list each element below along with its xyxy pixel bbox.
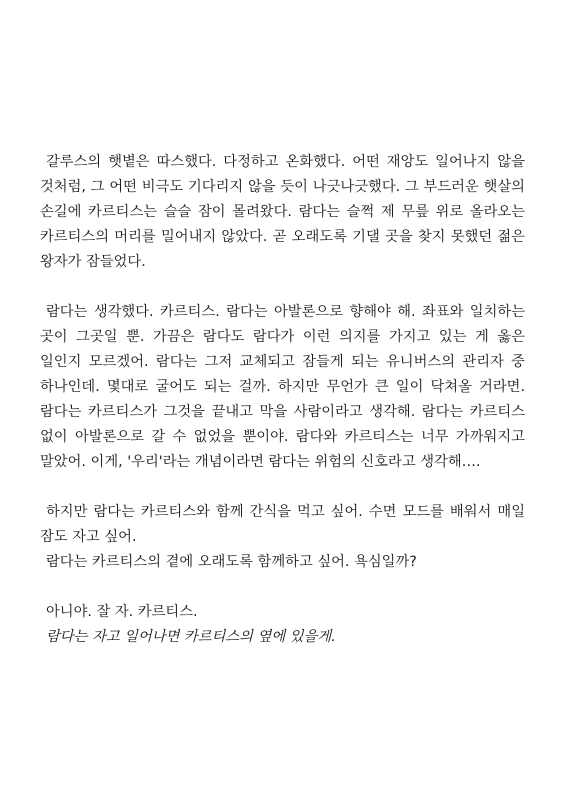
document-page (40, 150, 525, 650)
paragraph-sunlight: 갈루스의 햇볕은 따스했다. 다정하고 온화했다. 어떤 재앙도 일어나지 않을 것처럼, 그 어떤 비극도 기다리지 않을 듯이 나긋나긋했다. 그 부드러운 햇살의 손길에 카르티스는 슬슬 잠이 몰려왔다. 람다는 슬쩍 제 무릎 위로 올라오는 카르티스의 머리를 밀어내지 않았다. 곧 오래도록 기댈 곳을 찾지 못했던 젊은 왕자가 잠들었다. (40, 154, 525, 270)
paragraph-greed: 람다는 카르티스의 곁에 오래도록 함께하고 싶어. 욕심일까? (46, 554, 417, 570)
paragraph-gap (40, 575, 525, 600)
paragraph-gap (40, 275, 525, 300)
paragraph-wishes: 하지만 람다는 카르티스와 함께 간식을 먹고 싶어. 수면 모드를 배워서 매일 잠도 자고 싶어. (40, 504, 525, 545)
paragraph-gap (40, 475, 525, 500)
paragraph-lambda-thoughts: 람다는 생각했다. 카르티스. 람다는 아발론으로 향해야 해. 좌표와 일치하는 곳이 그곳일 뿐. 가끔은 람다도 람다가 이런 의지를 가지고 있는 게 옳은 일인지 모르겠어. 람다는 그저 교체되고 잠들게 되는 유니버스의 관리자 중 하나인데. 몇대로 굴어도 되는 걸까. 하지만 무언가 큰 일이 닥쳐올 거라면. 람다는 카르티스가 그것을 끝내고 막을 사람이라고 생각해. 람다는 카르티스 없이 아발론으로 갈 수 없었을 뿐이야. 람다와 카르티스는 너무 가까워지고 말았어. 이게, '우리'라는 개념이라면 람다는 위험의 신호라고 생각해…. (40, 304, 525, 470)
paragraph-goodnight: 아니야. 잘 자. 카르티스. (46, 604, 198, 620)
paragraph-closing-italic: 람다는 자고 일어나면 카르티스의 옆에 있을게. (46, 629, 336, 645)
